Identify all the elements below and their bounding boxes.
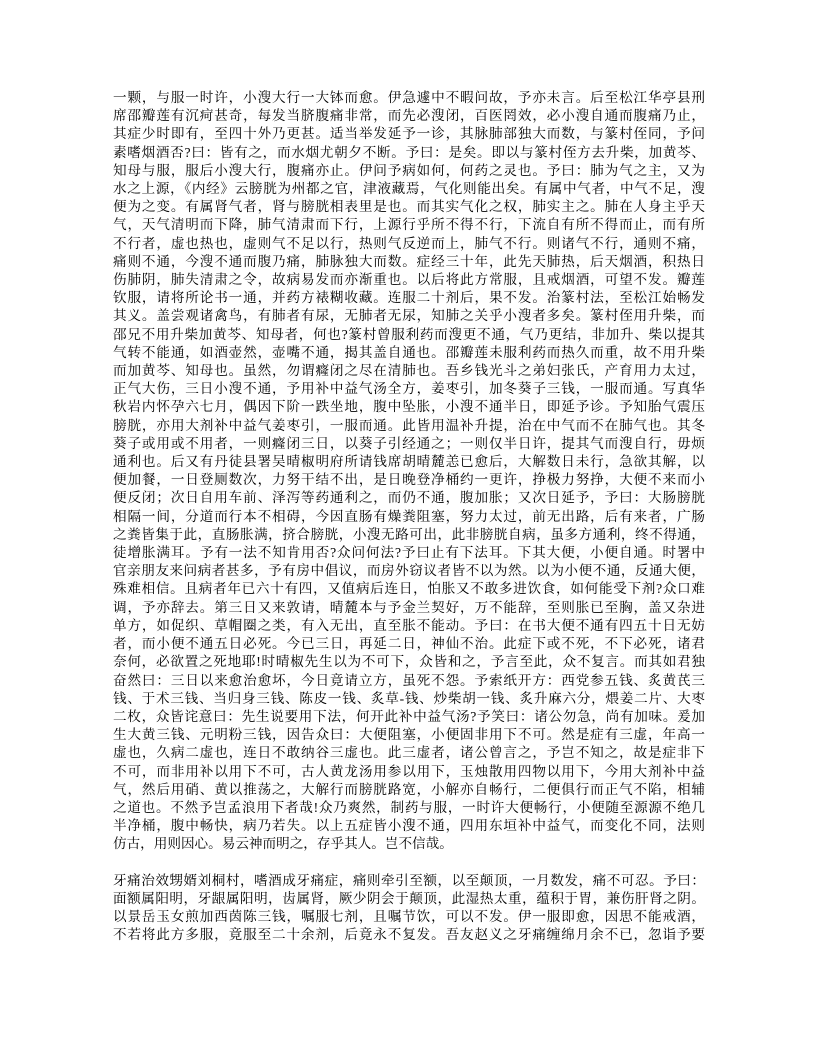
text-line: 奈何，必欲置之死地耶!时晴椒先生以为不可下，众皆和之，予言至此，众不复言。而其如君独 — [113, 654, 705, 670]
text-line: 气，天气清明而下降，肺气清肃而下行，上源行乎所不得不行，下流自有所不得而止，而有所 — [113, 217, 705, 233]
text-line: 殊难相信。且病者年已六十有四，又值病后连日，怕胀又不敢多进饮食，如何能受下剂?众口难 — [113, 581, 705, 597]
text-line: 葵子或用或不用者，一则癃闭三日，以葵子引经通之；一则仅半日许，提其气而溲自行，毋烦 — [113, 435, 705, 451]
text-line: 痛则不通，今溲不通而腹乃痛，肺脉独大而数。症经三十年，此先天肺热，后天烟酒，积热日 — [113, 253, 705, 269]
text-line: 其义。盖尝观诸禽鸟，有肺者有尿，无肺者无尿，知肺之关乎小溲者多矣。篆村侄用升柴，而 — [113, 308, 705, 324]
text-line: 席邵瓣莲有沉疴甚奇，每发当脐腹痛非常，而先必溲闭，百医罔效，必小溲自通而腹痛乃止， — [113, 108, 705, 124]
text-line: 不若将此方多服，竟服至二十余剂，后竟永不复发。吾友赵义之牙痛缠绵月余不已，忽诣予要 — [113, 927, 705, 943]
text-line: 素嗜烟酒否?曰：皆有之，而水烟尤朝夕不断。予曰：是矣。即以与篆村侄方去升柴，加黄芩、 — [113, 144, 705, 160]
text-line: 气，然后用硝、黄以推荡之，大解行而膀胱路宽，小解亦自畅行，二便俱行而正气不陷，相辅 — [113, 781, 705, 797]
text-line: 邵兄不用升柴加黄芩、知母者，何也?篆村曾服利药而溲更不通，气乃更结，非加升、柴以提其 — [113, 326, 705, 342]
text-line: 二枚，众皆诧意曰：先生说要用下法，何开此补中益气汤?予笑曰：诸公勿急，尚有加味。爰加 — [113, 708, 705, 724]
text-line: 牙痛治效甥婿刘桐村，嗜酒成牙痛症，痛则牵引至额，以至颠顶，一月数发，痛不可忍。予曰： — [113, 872, 705, 888]
text-line: 气转不能通，如酒壶然，壶嘴不通，揭其盖自通也。邵瓣莲未服利药而热久而重，故不用升柴 — [113, 344, 705, 360]
text-line: 徒增胀满耳。予有一法不知肯用否?众问何法?予曰止有下法耳。下其大便，小便自通。时署中 — [113, 545, 705, 561]
text-line: 之粪皆集于此，直肠胀满，挤合膀胱，小溲无路可出，此非膀胱自病，虽多方通利，终不得通， — [113, 526, 705, 542]
text-line: 通利也。后又有丹徒县署吴晴椒明府所请钱席胡晴麓恙已愈后，大解数日未行，急欲其解，以 — [113, 454, 705, 470]
text-line: 水之上源，《内经》云膀胱为州都之官，津液藏焉，气化则能出矣。有属中气者，中气不足，溲 — [113, 181, 705, 197]
text-line: 便加餐，一日登厕数次，力努干结不出，是日晚登净桶约一更许，挣极力努挣，大便不来而小 — [113, 472, 705, 488]
paragraph-toothache-cases — [113, 872, 705, 945]
text-line: 单方，如促织、草帽圈之类，有入无出，直至胀不能动。予曰：在书大便不通有四五十日无妨 — [113, 617, 705, 633]
text-line: 者，而小便不通五日必死。今已三日，再延二日，神仙不治。此症下或不死，不下必死，诸君 — [113, 636, 705, 652]
paragraph-urinary-retention-cases — [113, 89, 705, 854]
text-line: 便为之变。有属肾气者，肾与膀胱相表里是也。而其实气化之权，肺实主之。肺在人身主乎天 — [113, 199, 705, 215]
text-line: 生大黄三钱、元明粉三钱，因告众曰：大便阻塞，小便固非用下不可。然是症有三虚，年高一 — [113, 727, 705, 743]
text-line: 虚也，久病二虚也，连日不敢纳谷三虚也。此三虚者，诸公曾言之，予岂不知之，故是症非下 — [113, 745, 705, 761]
text-line: 伤肺阴，肺失清肃之令，故病易发而亦渐重也。以后将此方常服，且戒烟酒，可望不发。瓣莲 — [113, 272, 705, 288]
text-line: 调，予亦辞去。第三日又来敦请，晴麓本与予金兰契好，万不能辞，至则胀已至胸，盖又杂进 — [113, 599, 705, 615]
text-line: 正气大伤，三日小溲不通，予用补中益气汤全方，姜枣引，加冬葵子三钱，一服而通。写真华 — [113, 381, 705, 397]
text-line: 之道也。不然予岂孟浪用下者哉!众乃爽然，制药与服，一时许大便畅行，小便随至源源不绝几 — [113, 799, 705, 815]
text-line: 秋岩内怀孕六七月，偶因下阶一跌坐地，腹中坠胀，小溲不通半日，即延予诊。予知胎气震压 — [113, 399, 705, 415]
text-line: 以景岳玉女煎加西茵陈三钱，嘱服七剂，且嘱节饮，可以不发。伊一服即愈，因思不能戒酒， — [113, 909, 705, 925]
text-line: 其症少时即有，至四十外乃更甚。适当举发延予一诊，其脉肺部独大而数，与篆村侄同，予问 — [113, 126, 705, 142]
text-line: 官亲朋友来问病者甚多，予有房中倡议，而房外窃议者皆不以为然。以为小便不通，反通大便， — [113, 563, 705, 579]
text-line: 钦服，请将所论书一通，并药方裱糊收藏。连服二十剂后，果不发。治篆村法，至松江始畅发 — [113, 290, 705, 306]
text-line: 膀胱，亦用大剂补中益气姜枣引，一服而通。此皆用温补升提，治在中气而不在肺气也。其冬 — [113, 417, 705, 433]
text-line: 便反闭；次日自用车前、泽泻等药通利之，而仍不通，腹加胀；又次日延予，予曰：大肠膀胱 — [113, 490, 705, 506]
text-line: 知母与服，服后小溲大行，腹痛亦止。伊问予病如何，何药之灵也。予曰：肺为气之主，又为 — [113, 162, 705, 178]
text-line: 奋然曰：三日以来愈治愈坏，今日竟请立方，虽死不怨。予索纸开方：西党参五钱、炙黄芪三 — [113, 672, 705, 688]
text-block — [113, 89, 705, 945]
text-line: 仿古，用则因心。易云神而明之，存乎其人。岂不信哉。 — [113, 836, 453, 852]
text-line: 钱、于术三钱、当归身三钱、陈皮一钱、炙草-钱、炒柴胡一钱、炙升麻六分，煨姜二片、大枣 — [113, 690, 705, 706]
text-line: 半净桶，腹中畅快，病乃若失。以上五症皆小溲不通，四用东垣补中益气，而变化不同，法则 — [113, 818, 705, 834]
text-line: 相隔一间，分道而行本不相碍，今因直肠有燥粪阻塞，努力太过，前无出路，后有来者，广肠 — [113, 508, 705, 524]
text-line: 而加黄芩、知母也。虽然，勿谓癃闭之尽在清肺也。吾乡钱光斗之弟妇张氏，产育用力太过， — [113, 363, 705, 379]
text-line: 一颗，与服一时许，小溲大行一大钵而愈。伊急遽中不暇问故，予亦未言。后至松江华亭县刑 — [113, 90, 705, 105]
text-line: 面额属阳明，牙龈属阳明，齿属肾，厥少阴会于颠顶，此湿热太重，蕴积于胃，兼伤肝肾之阴。 — [113, 890, 705, 906]
text-line: 不可，而非用补以用下不可，古人黄龙汤用参以用下，玉烛散用四物以用下，今用大剂补中益 — [113, 763, 705, 779]
text-line: 不行者，虚也热也，虚则气不足以行，热则气反逆而上，肺气不行。则诸气不行，通则不痛， — [113, 235, 705, 251]
